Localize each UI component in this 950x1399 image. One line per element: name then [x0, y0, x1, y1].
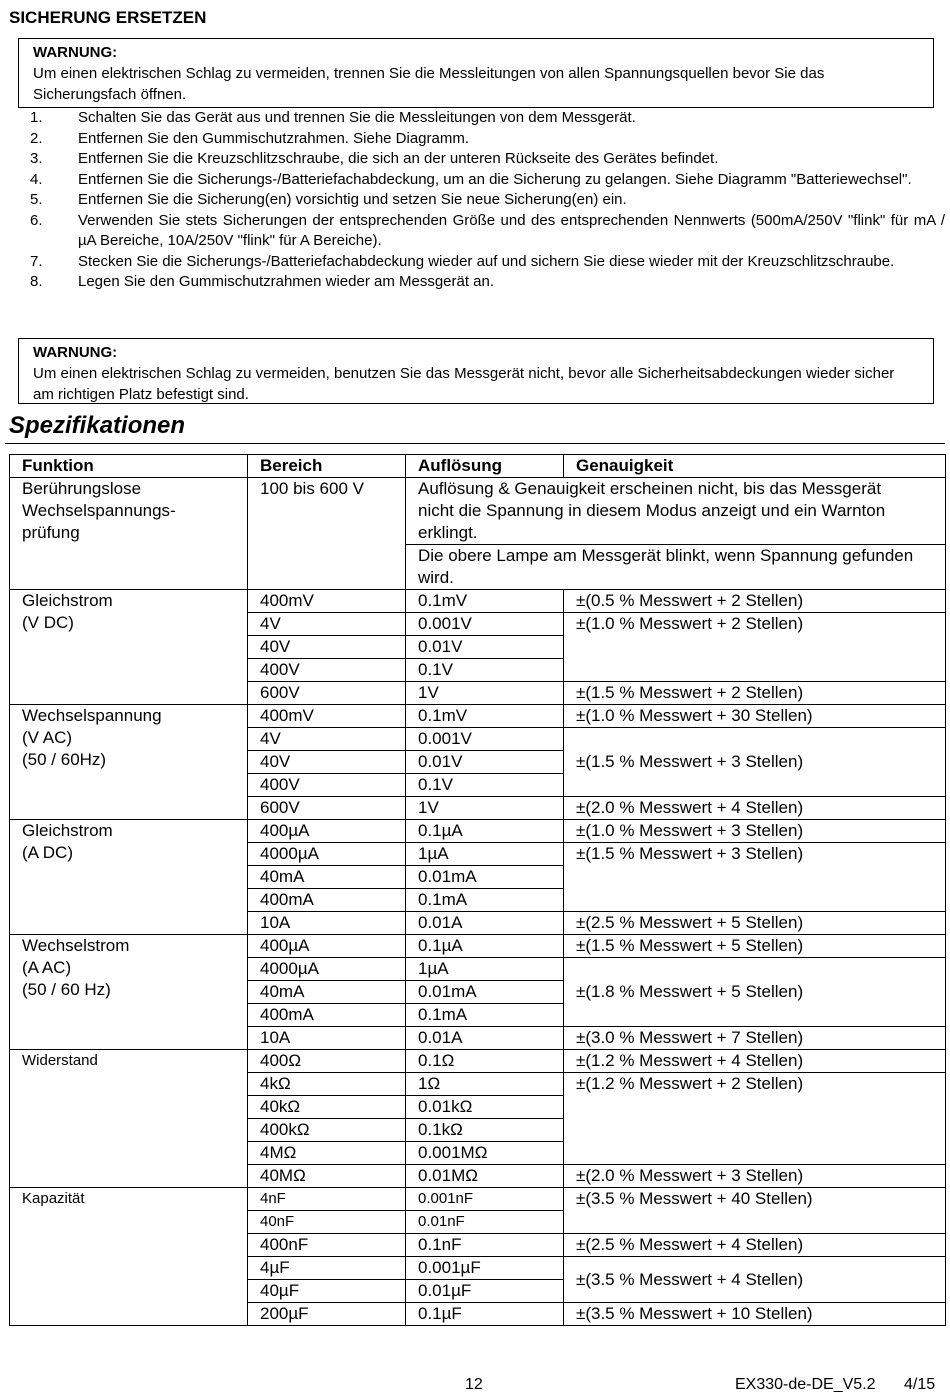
- function-frequency: (50 / 60 Hz): [22, 980, 111, 999]
- accuracy-cell: ±(2.0 % Messwert + 4 Stellen): [564, 797, 946, 820]
- resolution-cell: 0.01A: [406, 1027, 564, 1050]
- function-unit: (A AC): [22, 958, 72, 977]
- resolution-cell: 0.01mA: [406, 981, 564, 1004]
- resolution-cell: 0.01µF: [406, 1280, 564, 1303]
- resolution-cell: 0.1mA: [406, 1004, 564, 1027]
- function-unit: (V DC): [22, 613, 74, 632]
- step-number: 5.: [30, 191, 43, 208]
- accuracy-cell: ±(3.0 % Messwert + 7 Stellen): [564, 1027, 946, 1050]
- range-cell: 600V: [248, 797, 406, 820]
- resolution-cell: 0.1µF: [406, 1303, 564, 1326]
- list-item: [30, 170, 945, 191]
- step-number: 6.: [30, 211, 43, 229]
- resolution-cell: 0.01kΩ: [406, 1096, 564, 1119]
- resolution-cell: 0.1Ω: [406, 1050, 564, 1073]
- range-cell: 40nF: [248, 1211, 406, 1234]
- range-cell: 40MΩ: [248, 1165, 406, 1188]
- step-number: 8.: [30, 273, 43, 290]
- resolution-cell: 0.01MΩ: [406, 1165, 564, 1188]
- range-cell: 600V: [248, 682, 406, 705]
- accuracy-cell: ±(1.0 % Messwert + 3 Stellen): [564, 820, 946, 843]
- resolution-cell: 0.1mA: [406, 889, 564, 912]
- step-text: Legen Sie den Gummischutzrahmen wieder am Messgerät an.: [78, 273, 495, 290]
- resolution-cell: 0.01nF: [406, 1211, 564, 1234]
- range-cell: 400nF: [248, 1234, 406, 1257]
- step-number: 2.: [30, 129, 43, 147]
- accuracy-cell: ±(2.0 % Messwert + 3 Stellen): [564, 1165, 946, 1188]
- accuracy-cell: ±(3.5 % Messwert + 10 Stellen): [564, 1303, 946, 1326]
- function-cell: Widerstand: [10, 1050, 248, 1188]
- resolution-cell: 0.001MΩ: [406, 1142, 564, 1165]
- document-id: EX330-de-DE_V5.2: [735, 1376, 876, 1393]
- step-text: Stecken Sie die Sicherungs-/Batteriefachabdeckung wieder auf und sichern Sie diese wieder mit der Kreuzschlitzschraube.: [78, 252, 895, 270]
- range-cell: 400V: [248, 774, 406, 797]
- spec-title: Spezifikationen: [9, 412, 186, 439]
- warning-text: Um einen elektrischen Schlag zu vermeiden, trennen Sie die Messleitungen von allen Spannungsquellen bevor Sie das Sicherungsfach öffnen.: [33, 65, 825, 103]
- resolution-cell: 0.001V: [406, 728, 564, 751]
- range-cell: 40kΩ: [248, 1096, 406, 1119]
- accuracy-cell: ±(1.5 % Messwert + 3 Stellen): [564, 728, 946, 797]
- page-number: 12: [465, 1376, 483, 1393]
- step-text: Entfernen Sie die Sicherung(en) vorsichtig und setzen Sie neue Sicherung(en) ein.: [78, 191, 627, 208]
- note-cell: Auflösung & Genauigkeit erscheinen nicht, bis das Messgerät nicht die Spannung in diesem Modus anzeigt und ein Warnton erklingt.: [406, 478, 946, 545]
- warning-box-2: [18, 338, 934, 404]
- table-row: [10, 1050, 946, 1073]
- resolution-cell: 0.01mA: [406, 866, 564, 889]
- function-cell: [10, 478, 248, 590]
- range-cell: 4000µA: [248, 958, 406, 981]
- page-of: 4/15: [904, 1376, 936, 1393]
- range-cell: 400V: [248, 659, 406, 682]
- accuracy-cell: ±(1.5 % Messwert + 2 Stellen): [564, 682, 946, 705]
- range-cell: 4µF: [248, 1257, 406, 1280]
- range-cell: 400µA: [248, 935, 406, 958]
- column-header: Genauigkeit: [564, 455, 946, 478]
- function-label: Wechselstrom: [22, 936, 130, 955]
- step-text: Entfernen Sie die Kreuzschlitzschraube, die sich an der unteren Rückseite des Gerätes befindet.: [78, 150, 719, 167]
- step-text: Verwenden Sie stets Sicherungen der entsprechenden Größe und des entsprechenden Nennwerts (500mA/250V "flink" für mA / µA Bereiche, 10A/250V "flink" für A Bereiche).: [78, 211, 945, 249]
- step-text: Schalten Sie das Gerät aus und trennen Sie die Messleitungen von dem Messgerät.: [78, 109, 636, 126]
- list-item: [30, 129, 945, 150]
- resolution-cell: 1Ω: [406, 1073, 564, 1096]
- function-label: Gleichstrom: [22, 591, 113, 610]
- range-cell: 4000µA: [248, 843, 406, 866]
- table-header-row: [10, 455, 946, 478]
- list-item: [30, 149, 945, 170]
- resolution-cell: 0.001nF: [406, 1188, 564, 1211]
- table-row: [10, 1188, 946, 1211]
- function-cell: [10, 935, 248, 1050]
- column-header: Bereich: [248, 455, 406, 478]
- column-header: Auflösung: [406, 455, 564, 478]
- resolution-cell: 0.01V: [406, 636, 564, 659]
- resolution-cell: 0.01A: [406, 912, 564, 935]
- resolution-cell: 0.001V: [406, 613, 564, 636]
- resolution-cell: 1µA: [406, 958, 564, 981]
- resolution-cell: 0.01V: [406, 751, 564, 774]
- section-title: SICHERUNG ERSETZEN: [9, 8, 207, 27]
- list-item: [30, 211, 945, 252]
- resolution-cell: 0.1kΩ: [406, 1119, 564, 1142]
- table-row: [10, 705, 946, 728]
- accuracy-cell: ±(1.5 % Messwert + 3 Stellen): [564, 843, 946, 912]
- warning-title: WARNUNG:: [33, 344, 118, 361]
- resolution-cell: 1V: [406, 682, 564, 705]
- instruction-steps: [30, 108, 945, 293]
- title-rule: [5, 443, 945, 444]
- range-cell: 400mV: [248, 590, 406, 613]
- range-cell: 200µF: [248, 1303, 406, 1326]
- list-item: [30, 272, 945, 293]
- resolution-cell: 0.1µA: [406, 820, 564, 843]
- accuracy-cell: ±(1.2 % Messwert + 2 Stellen): [564, 1073, 946, 1165]
- range-cell: 4V: [248, 728, 406, 751]
- function-label: Berührungslose Wechselspannungs-prüfung: [22, 479, 176, 542]
- range-cell: 400mV: [248, 705, 406, 728]
- accuracy-cell: ±(2.5 % Messwert + 5 Stellen): [564, 912, 946, 935]
- resolution-cell: 0.1nF: [406, 1234, 564, 1257]
- resolution-cell: 1V: [406, 797, 564, 820]
- range-cell: 40µF: [248, 1280, 406, 1303]
- step-number: 3.: [30, 150, 43, 167]
- list-item: [30, 252, 945, 273]
- warning-title: WARNUNG:: [33, 44, 118, 61]
- accuracy-cell: ±(1.2 % Messwert + 4 Stellen): [564, 1050, 946, 1073]
- range-cell: 10A: [248, 912, 406, 935]
- step-number: 1.: [30, 109, 43, 126]
- range-cell: 4V: [248, 613, 406, 636]
- range-cell: 400Ω: [248, 1050, 406, 1073]
- resolution-cell: 0.001µF: [406, 1257, 564, 1280]
- accuracy-cell: ±(2.5 % Messwert + 4 Stellen): [564, 1234, 946, 1257]
- accuracy-cell: ±(1.8 % Messwert + 5 Stellen): [564, 958, 946, 1027]
- resolution-cell: 0.1mV: [406, 705, 564, 728]
- accuracy-cell: ±(1.5 % Messwert + 5 Stellen): [564, 935, 946, 958]
- warning-box-1: [18, 38, 934, 108]
- function-label: Gleichstrom: [22, 821, 113, 840]
- table-row: [10, 820, 946, 843]
- resolution-cell: 0.1µA: [406, 935, 564, 958]
- function-cell: Kapazität: [10, 1188, 248, 1326]
- step-number: 4.: [30, 170, 43, 188]
- note-cell: Die obere Lampe am Messgerät blinkt, wenn Spannung gefunden wird.: [406, 545, 946, 590]
- accuracy-cell: ±(1.0 % Messwert + 30 Stellen): [564, 705, 946, 728]
- list-item: [30, 108, 945, 129]
- range-cell: 100 bis 600 V: [248, 478, 406, 590]
- function-unit: (V AC): [22, 728, 73, 747]
- accuracy-cell: ±(1.0 % Messwert + 2 Stellen): [564, 613, 946, 682]
- accuracy-cell: ±(0.5 % Messwert + 2 Stellen): [564, 590, 946, 613]
- range-cell: 40mA: [248, 981, 406, 1004]
- accuracy-cell: ±(3.5 % Messwert + 4 Stellen): [564, 1257, 946, 1303]
- warning-text: Um einen elektrischen Schlag zu vermeiden, benutzen Sie das Messgerät nicht, bevor alle Sicherheitsabdeckungen wieder sicher am richtigen Platz befestigt sind.: [33, 365, 895, 403]
- range-cell: 400mA: [248, 1004, 406, 1027]
- resolution-cell: 0.1V: [406, 774, 564, 797]
- function-cell: [10, 705, 248, 820]
- range-cell: 400µA: [248, 820, 406, 843]
- column-header: Funktion: [10, 455, 248, 478]
- table-row: [10, 590, 946, 613]
- function-cell: [10, 820, 248, 935]
- range-cell: 4MΩ: [248, 1142, 406, 1165]
- function-unit: (A DC): [22, 843, 73, 862]
- function-label: Wechselspannung: [22, 706, 162, 725]
- spec-table: [9, 454, 946, 1326]
- range-cell: 4kΩ: [248, 1073, 406, 1096]
- table-row: [10, 478, 946, 545]
- range-cell: 10A: [248, 1027, 406, 1050]
- resolution-cell: 0.1V: [406, 659, 564, 682]
- range-cell: 4nF: [248, 1188, 406, 1211]
- function-frequency: (50 / 60Hz): [22, 750, 107, 769]
- table-row: [10, 935, 946, 958]
- list-item: [30, 190, 945, 211]
- step-text: Entfernen Sie den Gummischutzrahmen. Siehe Diagramm.: [78, 129, 470, 147]
- function-cell: [10, 590, 248, 705]
- step-text: Entfernen Sie die Sicherungs-/Batteriefachabdeckung, um an die Sicherung zu gelangen. Siehe Diagramm "Batteriewechsel".: [78, 170, 912, 188]
- range-cell: 400kΩ: [248, 1119, 406, 1142]
- step-number: 7.: [30, 252, 43, 270]
- resolution-cell: 1µA: [406, 843, 564, 866]
- range-cell: 400mA: [248, 889, 406, 912]
- resolution-cell: 0.1mV: [406, 590, 564, 613]
- range-cell: 40mA: [248, 866, 406, 889]
- accuracy-cell: ±(3.5 % Messwert + 40 Stellen): [564, 1188, 946, 1234]
- range-cell: 40V: [248, 636, 406, 659]
- range-cell: 40V: [248, 751, 406, 774]
